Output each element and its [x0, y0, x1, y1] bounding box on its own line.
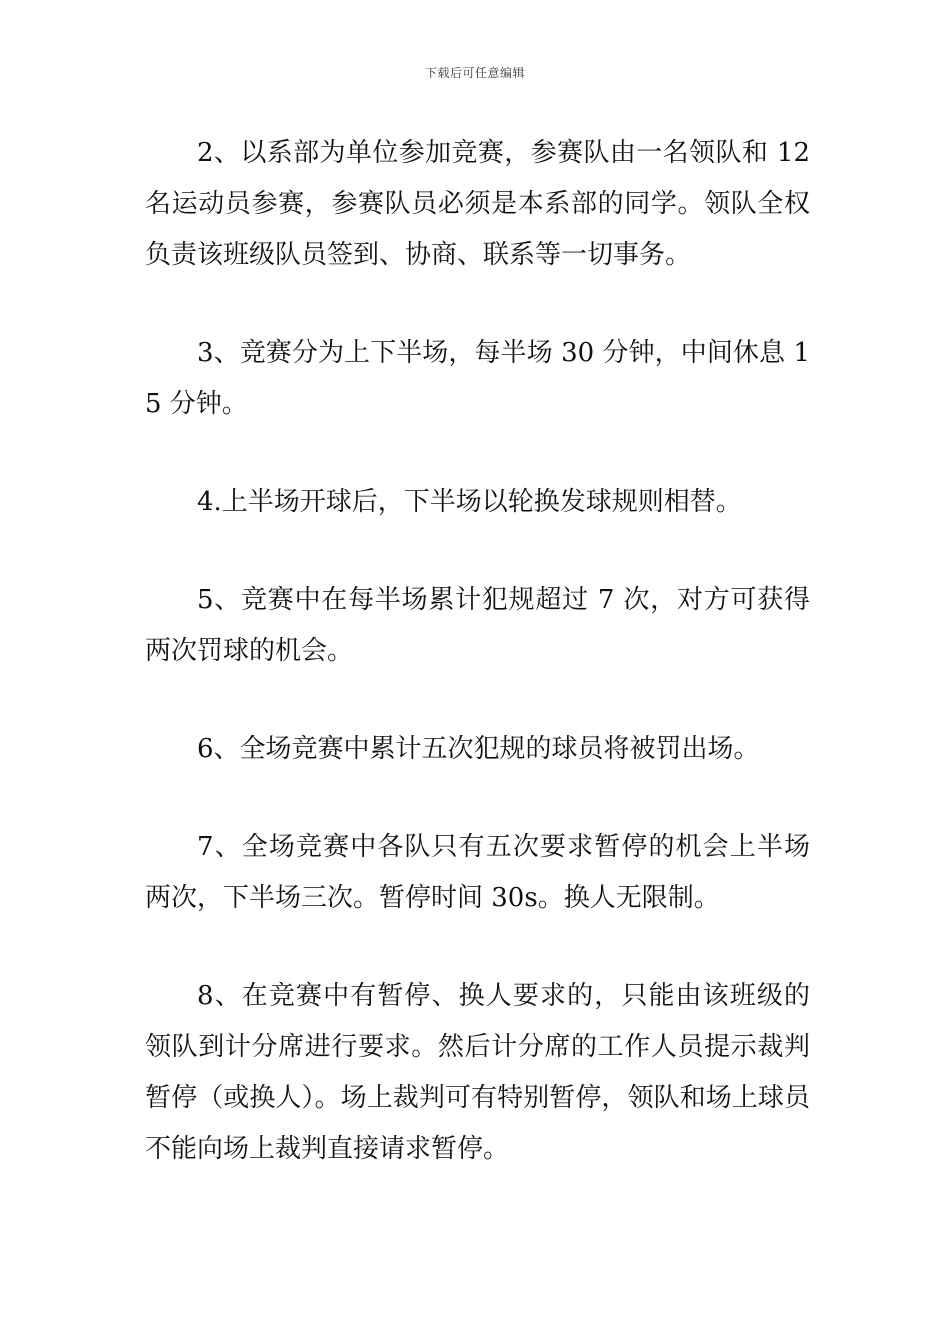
- paragraph-rule-2: 2、以系部为单位参加竞赛，参赛队由一名领队和 12 名运动员参赛，参赛队员必须是本系部的同学。领队全权负责该班级队员签到、协商、联系等一切事务。: [145, 138, 810, 270]
- paragraph-rule-6: 6、全场竞赛中累计五次犯规的球员将被罚出场。: [197, 734, 760, 764]
- paragraph-rule-7: 7、全场竞赛中各队只有五次要求暂停的机会上半场两次，下半场三次。暂停时间 30s。换人无限制。: [145, 832, 810, 913]
- page-header: 下载后可任意编辑: [424, 66, 525, 80]
- paragraph-rule-4: 4.上半场开球后，下半场以轮换发球规则相替。: [197, 487, 742, 517]
- paragraph-rule-5: 5、竞赛中在每半场累计犯规超过 7 次，对方可获得两次罚球的机会。: [145, 585, 810, 666]
- paragraph-rule-3: 3、竞赛分为上下半场，每半场 30 分钟，中间休息 15 分钟。: [145, 338, 810, 419]
- paragraph-rule-8: 8、在竞赛中有暂停、换人要求的，只能由该班级的领队到计分席进行要求。然后计分席的工作人员提示裁判暂停（或换人）。场上裁判可有特别暂停，领队和场上球员不能向场上裁判直接请求暂停。: [145, 981, 810, 1164]
- document-body: [145, 128, 810, 1175]
